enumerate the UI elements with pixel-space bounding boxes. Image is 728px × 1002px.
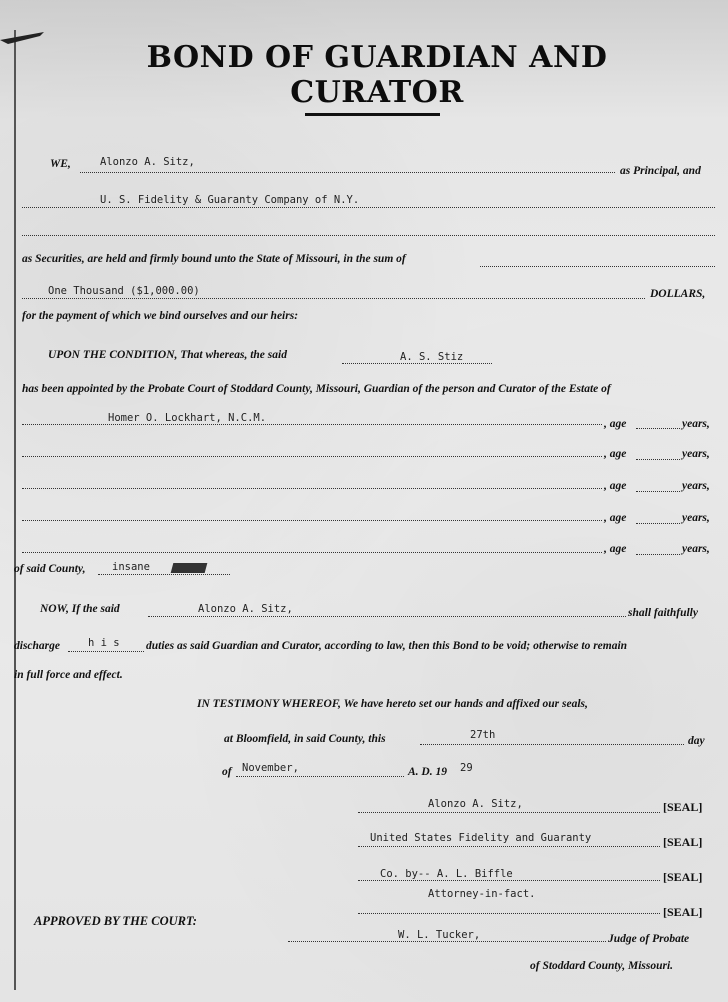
now-label: NOW, bbox=[40, 603, 69, 615]
month-value: November, bbox=[242, 762, 299, 774]
age-line bbox=[636, 459, 680, 460]
his-line bbox=[68, 651, 144, 652]
ward-name: Homer O. Lockhart, N.C.M. bbox=[108, 412, 267, 424]
month-line bbox=[236, 776, 404, 777]
appointed-text: has been appointed by the Probate Court of Stoddard County, Missouri, Guardian of the person and Curator of the Estate of bbox=[22, 383, 611, 395]
signature-attorney: Co. by-- A. L. Biffle bbox=[380, 868, 513, 880]
approved-label: APPROVED BY THE COURT: bbox=[34, 914, 197, 928]
principal-name: Alonzo A. Sitz, bbox=[100, 156, 195, 168]
day-line bbox=[420, 744, 684, 745]
of-label: of bbox=[222, 766, 232, 778]
signature-line bbox=[358, 812, 660, 813]
testimony-text: We have hereto set our hands and affixed our seals, bbox=[343, 698, 588, 710]
county-label: of said County, bbox=[14, 563, 86, 575]
discharge-label: discharge bbox=[14, 640, 60, 652]
signature-line bbox=[358, 846, 660, 847]
shall-faithfully: shall faithfully bbox=[628, 607, 698, 619]
condition-line bbox=[342, 363, 492, 364]
ward-line bbox=[22, 456, 602, 457]
ward-line bbox=[22, 488, 602, 489]
document-title: BOND OF GUARDIAN AND CURATOR bbox=[146, 40, 608, 110]
signature-line bbox=[358, 880, 660, 881]
judge-title: Judge of Probate bbox=[608, 933, 690, 945]
age-label: , age bbox=[604, 543, 627, 555]
years-label: years, bbox=[682, 512, 710, 524]
bloomfield-text: at Bloomfield, in said County, this bbox=[224, 733, 386, 745]
full-force-text: in full force and effect. bbox=[14, 669, 123, 681]
dollars-label: DOLLARS, bbox=[650, 288, 706, 300]
seal-label: [SEAL] bbox=[663, 835, 703, 849]
payment-text: for the payment of which we bind ourselves and our heirs: bbox=[22, 310, 299, 322]
upon-label: UPON THE CONDITION, bbox=[48, 349, 178, 361]
ward-line bbox=[22, 520, 602, 521]
corner-mark-icon bbox=[0, 26, 46, 48]
condition-text: That whereas, the said bbox=[180, 349, 287, 361]
now-text: If the said bbox=[71, 603, 120, 615]
age-label: , age bbox=[604, 480, 627, 492]
age-label: , age bbox=[604, 418, 627, 430]
title-underline bbox=[305, 113, 440, 116]
day-label: day bbox=[688, 735, 705, 747]
ward-line bbox=[22, 424, 602, 425]
amount-line bbox=[22, 298, 645, 299]
principal-line bbox=[80, 172, 615, 173]
judge-name: W. L. Tucker, bbox=[398, 929, 481, 941]
seal-label: [SEAL] bbox=[663, 905, 703, 919]
years-label: years, bbox=[682, 448, 710, 460]
age-label: , age bbox=[604, 512, 627, 524]
binding-edge bbox=[14, 30, 16, 990]
now-block bbox=[40, 603, 120, 615]
blank-line bbox=[22, 235, 715, 236]
years-label: years, bbox=[682, 418, 710, 430]
upon-condition-label bbox=[48, 349, 287, 361]
signature-line bbox=[358, 913, 660, 914]
judge-line bbox=[288, 941, 606, 942]
years-label: years, bbox=[682, 543, 710, 555]
age-line bbox=[636, 523, 680, 524]
testimony-label: IN TESTIMONY WHEREOF, bbox=[197, 698, 341, 710]
day-value: 27th bbox=[470, 729, 496, 741]
surety-line bbox=[22, 207, 715, 208]
year-value: 29 bbox=[460, 762, 473, 774]
county-line bbox=[98, 574, 230, 575]
sum-amount: One Thousand ($1,000.00) bbox=[48, 285, 200, 297]
testimony-block bbox=[197, 698, 588, 710]
seal-label: [SEAL] bbox=[663, 800, 703, 814]
age-line bbox=[636, 554, 680, 555]
age-line bbox=[636, 428, 680, 429]
we-label: WE, bbox=[50, 158, 71, 170]
years-label: years, bbox=[682, 480, 710, 492]
as-principal-label: as Principal, and bbox=[620, 165, 701, 177]
now-name: Alonzo A. Sitz, bbox=[198, 603, 293, 615]
condition-name: A. S. Stiz bbox=[400, 351, 464, 363]
county-value: insane bbox=[112, 561, 150, 573]
ward-line bbox=[22, 552, 602, 553]
judge-county: of Stoddard County, Missouri. bbox=[530, 960, 674, 972]
seal-label: [SEAL] bbox=[663, 870, 703, 884]
sum-line bbox=[480, 266, 715, 267]
surety-name: U. S. Fidelity & Guaranty Company of N.Y. bbox=[100, 194, 360, 206]
attorney-in-fact: Attorney-in-fact. bbox=[428, 888, 536, 900]
now-line bbox=[148, 616, 626, 617]
securities-text: as Securities, are held and firmly bound unto the State of Missouri, in the sum of bbox=[22, 253, 406, 265]
signature-surety: United States Fidelity and Guaranty bbox=[370, 832, 592, 844]
signature-principal: Alonzo A. Sitz, bbox=[428, 798, 523, 810]
discharge-text: duties as said Guardian and Curator, according to law, then this Bond to be void; otherwise to remain bbox=[146, 640, 628, 652]
age-line bbox=[636, 491, 680, 492]
his-value: h i s bbox=[88, 637, 120, 649]
crossed-out-text bbox=[171, 563, 208, 573]
age-label: , age bbox=[604, 448, 627, 460]
ad-label: A. D. 19 bbox=[408, 766, 447, 778]
